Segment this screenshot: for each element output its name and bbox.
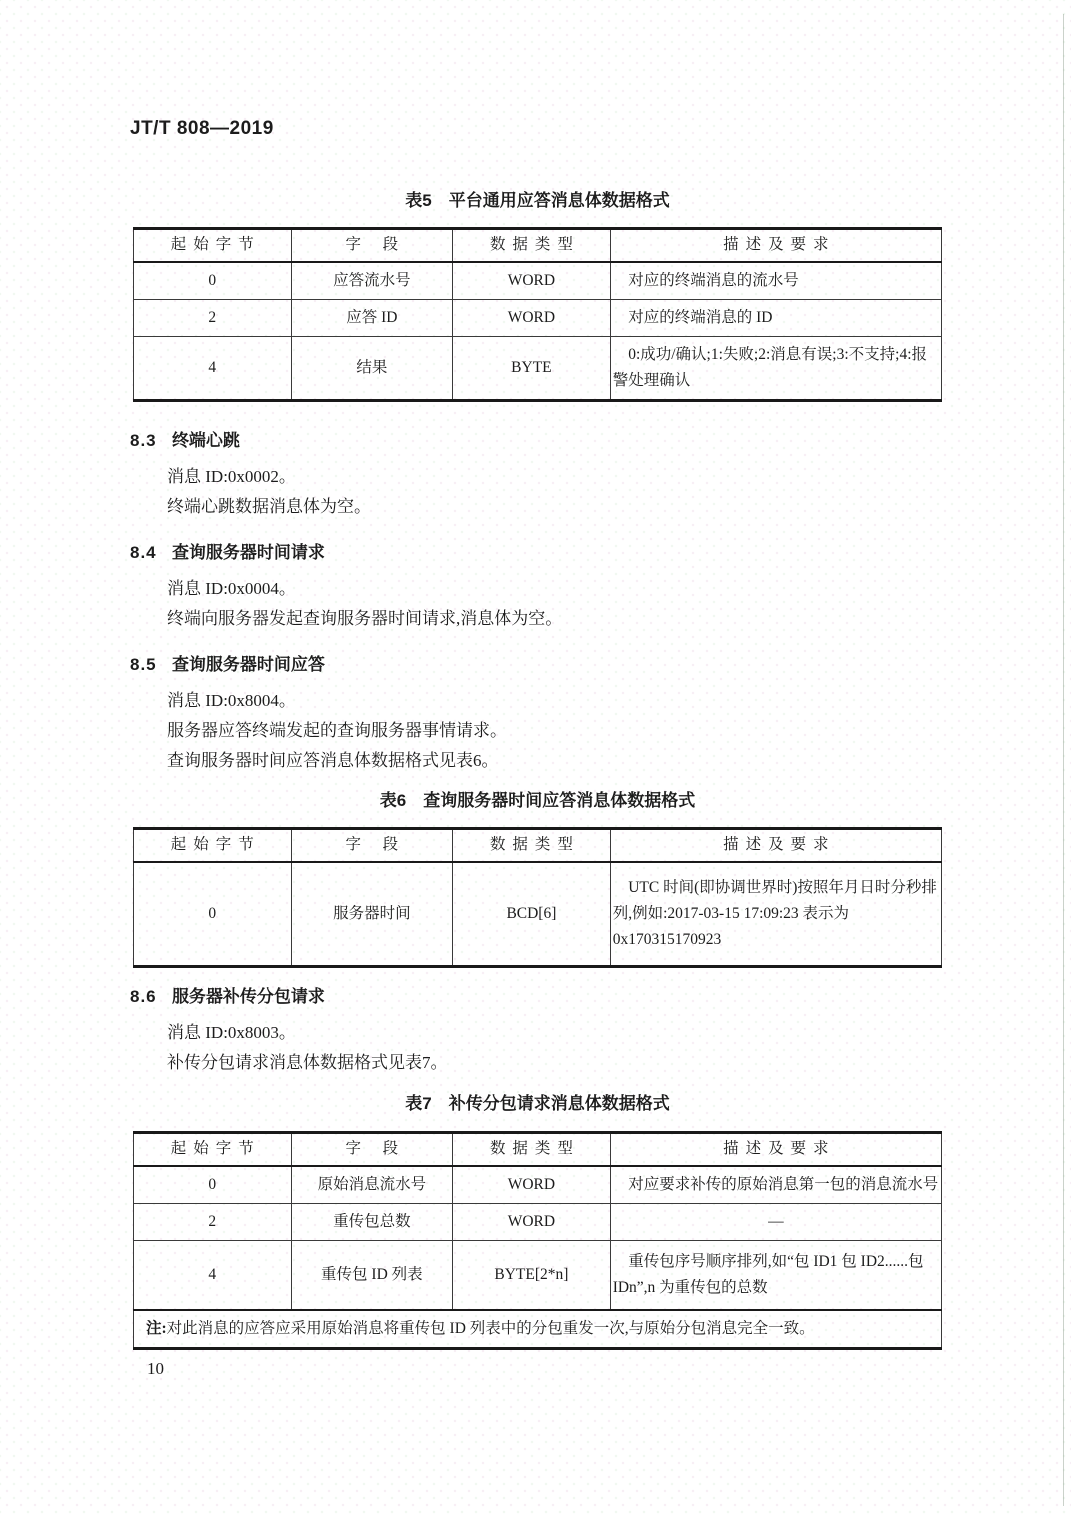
table6-caption [133,788,942,814]
section-number: 8.6 [130,987,157,1006]
cell-field: 服务器时间 [291,862,453,967]
cell-start-byte: 0 [134,262,292,300]
section-body-8-5 [133,686,942,776]
table7-row [134,1166,942,1204]
table5-label: 表5 [405,191,432,210]
cell-start-byte: 0 [134,862,292,967]
cell-field: 重传包 ID 列表 [291,1241,453,1311]
table6-header-row [134,829,942,863]
table6 [133,827,942,968]
table7-row [134,1241,942,1311]
section-heading-8-5 [130,652,942,678]
body-paragraph: 服务器应答终端发起的查询服务器事情请求。 [167,721,507,740]
table5-title-text: 平台通用应答消息体数据格式 [448,191,670,210]
body-paragraph: 终端向服务器发起查询服务器时间请求,消息体为空。 [167,609,563,628]
section-body-8-3 [133,462,942,522]
cell-field: 应答流水号 [291,262,453,300]
col-header-field: 字段 [291,1133,453,1167]
cell-data-type: WORD [453,300,611,337]
table5-row [134,337,942,401]
table7-label: 表7 [405,1094,432,1113]
cell-start-byte: 0 [134,1166,292,1204]
cell-data-type: WORD [453,262,611,300]
table5-row [134,262,942,300]
body-paragraph: 消息 ID:0x8003。 [167,1023,296,1042]
cell-description: 对应要求补传的原始消息第一包的消息流水号 [610,1166,941,1204]
col-header-start-byte: 起始字节 [134,1133,292,1167]
section-number: 8.3 [130,431,157,450]
cell-data-type: WORD [453,1166,611,1204]
col-header-data-type: 数据类型 [453,829,611,863]
col-header-field: 字段 [291,229,453,263]
table5 [133,227,942,402]
note-text: 对此消息的应答应采用原始消息将重传包 ID 列表中的分包重发一次,与原始分包消息完全一致。 [166,1320,815,1337]
page-content [130,0,942,1379]
table7-title-text: 补传分包请求消息体数据格式 [448,1094,670,1113]
cell-field: 重传包总数 [291,1204,453,1241]
col-header-start-byte: 起始字节 [134,229,292,263]
body-paragraph: 消息 ID:0x8004。 [167,691,296,710]
cell-start-byte: 4 [134,337,292,401]
body-paragraph: 消息 ID:0x0002。 [167,467,296,486]
cell-data-type: BYTE[2*n] [453,1241,611,1311]
cell-description: 对应的终端消息的流水号 [610,262,941,300]
note-label: 注: [146,1320,167,1337]
section-title: 服务器补传分包请求 [171,987,325,1006]
section-number: 8.5 [130,655,157,674]
col-header-data-type: 数据类型 [453,1133,611,1167]
col-header-data-type: 数据类型 [453,229,611,263]
cell-start-byte: 4 [134,1241,292,1311]
section-title: 查询服务器时间请求 [171,543,325,562]
table6-title-text: 查询服务器时间应答消息体数据格式 [423,791,696,810]
table6-row [134,862,942,967]
cell-data-type: BYTE [453,337,611,401]
table7-note-row [134,1310,942,1349]
table5-row [134,300,942,337]
cell-description: UTC 时间(即协调世界时)按照年月日时分秒排列,例如:2017-03-15 17:09:23 表示为 0x170315170923 [610,862,941,967]
cell-data-type: WORD [453,1204,611,1241]
col-header-description: 描述及要求 [610,1133,941,1167]
cell-description: 对应的终端消息的 ID [610,300,941,337]
cell-field: 结果 [291,337,453,401]
table7-header-row [134,1133,942,1167]
table5-caption [133,188,942,214]
body-paragraph: 查询服务器时间应答消息体数据格式见表6。 [167,751,499,770]
table7-row [134,1204,942,1241]
section-number: 8.4 [130,543,157,562]
section-body-8-6 [133,1018,942,1078]
col-header-start-byte: 起始字节 [134,829,292,863]
table5-header-row [134,229,942,263]
cell-start-byte: 2 [134,1204,292,1241]
col-header-field: 字段 [291,829,453,863]
table6-label: 表6 [379,791,407,810]
scan-edge-artifact [1063,14,1064,1506]
document-code: JT/T 808—2019 [130,118,274,139]
cell-field: 应答 ID [291,300,453,337]
section-heading-8-3 [130,428,942,454]
table7-caption [133,1091,942,1117]
section-title: 终端心跳 [171,431,240,450]
section-title: 查询服务器时间应答 [171,655,325,674]
section-heading-8-4 [130,540,942,566]
body-paragraph: 消息 ID:0x0004。 [167,579,296,598]
section-body-8-4 [133,574,942,634]
table7 [133,1131,942,1350]
cell-data-type: BCD[6] [453,862,611,967]
col-header-description: 描述及要求 [610,229,941,263]
cell-description: 0:成功/确认;1:失败;2:消息有误;3:不支持;4:报警处理确认 [610,337,941,401]
body-paragraph: 补传分包请求消息体数据格式见表7。 [167,1053,448,1072]
body-paragraph: 终端心跳数据消息体为空。 [167,497,371,516]
cell-description: — [610,1204,941,1241]
page-number: 10 [147,1359,164,1378]
cell-start-byte: 2 [134,300,292,337]
table-note [134,1310,942,1349]
cell-field: 原始消息流水号 [291,1166,453,1204]
col-header-description: 描述及要求 [610,829,941,863]
section-heading-8-6 [130,984,942,1010]
cell-description: 重传包序号顺序排列,如“包 ID1 包 ID2......包 IDn”,n 为重传包的总数 [610,1241,941,1311]
